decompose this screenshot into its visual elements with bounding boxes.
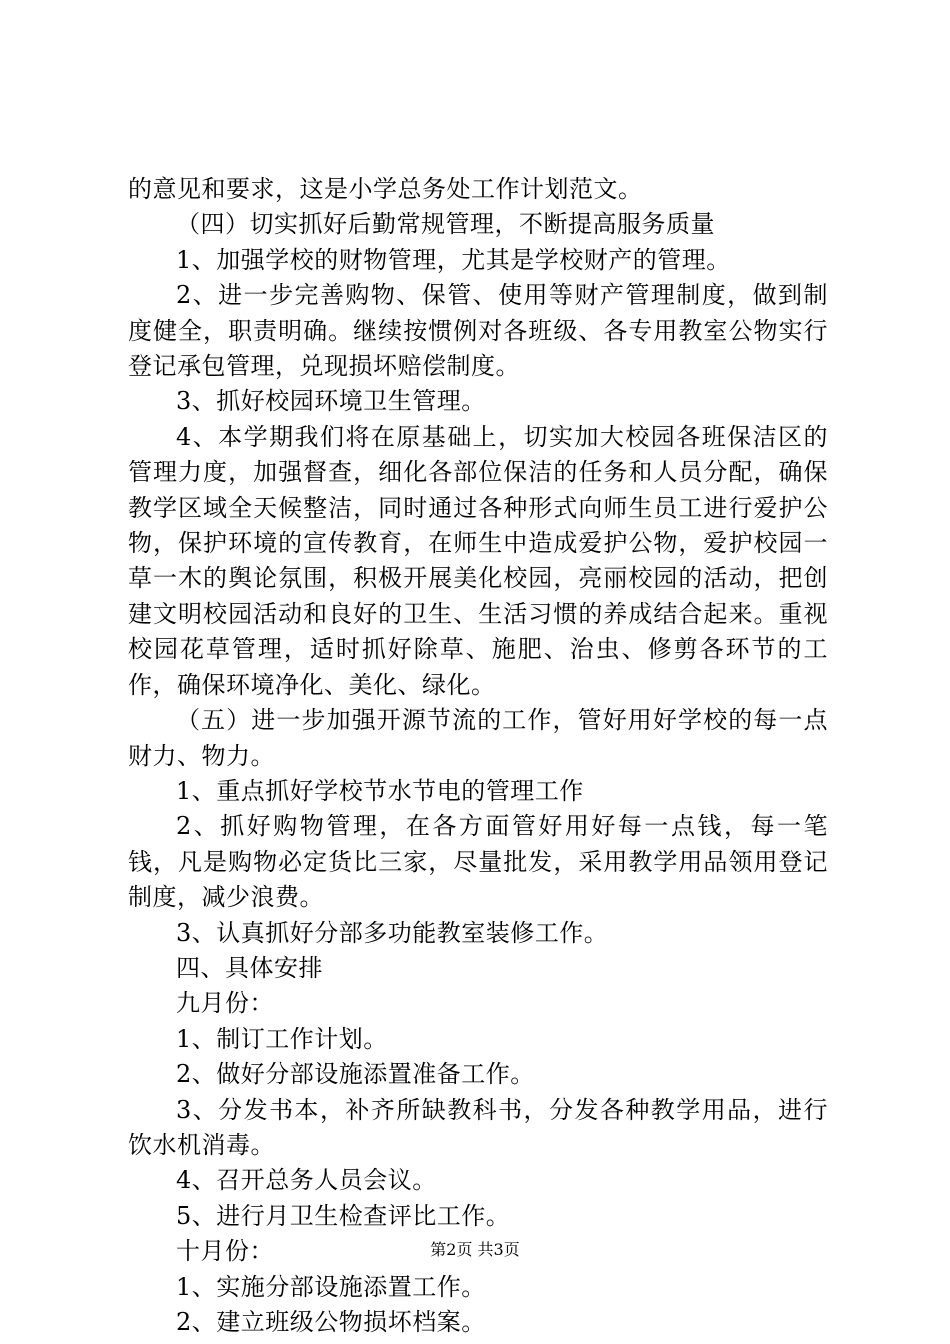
list-item: 5、进行月卫生检查评比工作。 — [176, 1201, 511, 1230]
list-item: 2、做好分部设施添置准备工作。 — [176, 1060, 535, 1089]
list-item: 2、建立班级公物损坏档案。 — [176, 1308, 486, 1336]
list-item: 3、分发书本，补齐所缺教科书，分发各种教学用品，进行饮水机消毒。 — [128, 1095, 828, 1159]
paragraph: 2、抓好购物管理，在各方面管好用好每一点钱，每一笔钱，凡是购物必定货比三家，尽量批发，采用教学用品领用登记制度，减少浪费。 — [128, 812, 828, 912]
section-heading: 四、具体安排 — [176, 953, 323, 982]
paragraph: 1、加强学校的财物管理，尤其是学校财产的管理。 — [176, 245, 731, 274]
paragraph: 的意见和要求，这是小学总务处工作计划范文。 — [128, 175, 643, 203]
page-footer — [0, 1240, 950, 1260]
paragraph: 4、本学期我们将在原基础上，切实加大校园各班保洁区的管理力度，加强督查，细化各部位保洁的任务和人员分配，确保教学区域全天候整洁，同时通过各种形式向师生员工进行爱护公物，保护环境的宣传教育，在师生中造成爱护公物，爱护校园一草一木的舆论氛围，积极开展美化校园，亮丽校园的活动，把创建文明校园活动和良好的卫生、生活习惯的养成结合起来。重视校园花草管理，适时抓好除草、施肥、治虫、修剪各环节的工作，确保环境净化、美化、绿化。 — [128, 422, 828, 699]
document-body — [128, 172, 828, 1340]
paragraph: 1、重点抓好学校节水节电的管理工作 — [176, 776, 584, 805]
list-item: 1、实施分部设施添置工作。 — [176, 1272, 486, 1301]
section-heading: （五）进一步加强开源节流的工作，管好用好学校的每一点财力、物力。 — [128, 706, 828, 770]
paragraph: 3、抓好校园环境卫生管理。 — [176, 387, 486, 416]
list-item: 1、制订工作计划。 — [176, 1024, 388, 1053]
page-number: 第2页 共3页 — [430, 1240, 520, 1259]
paragraph: 2、进一步完善购物、保管、使用等财产管理制度，做到制度健全，职责明确。继续按惯例对各班级、各专用教室公物实行登记承包管理，兑现损坏赔偿制度。 — [128, 281, 828, 381]
month-heading: 九月份： — [176, 989, 274, 1018]
section-heading: （四）切实抓好后勤常规管理，不断提高服务质量 — [176, 210, 715, 239]
list-item: 4、召开总务人员会议。 — [176, 1166, 437, 1195]
paragraph: 3、认真抓好分部多功能教室装修工作。 — [176, 918, 609, 947]
month-heading: 十月份： — [176, 1237, 274, 1266]
